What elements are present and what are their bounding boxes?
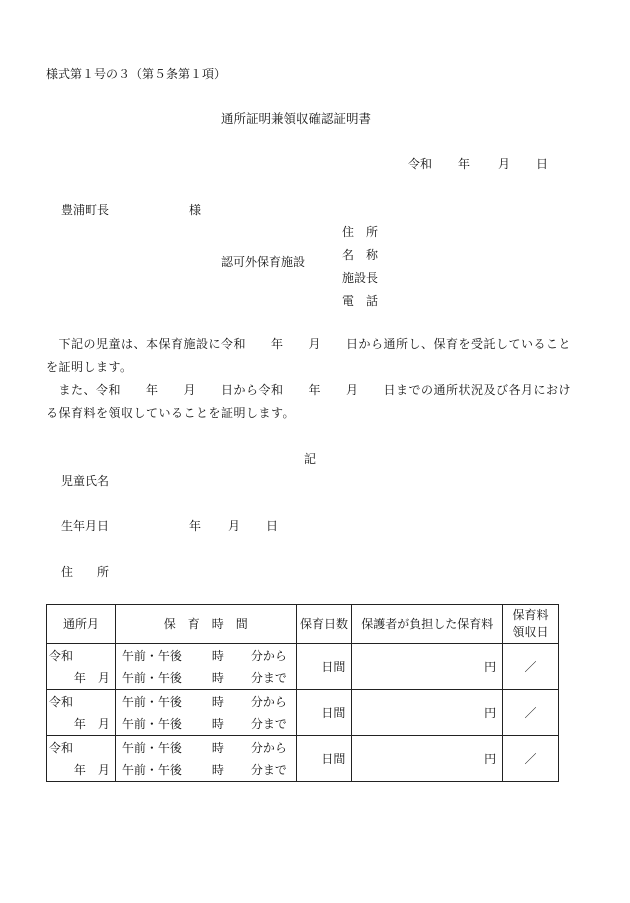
row-days: 日間 <box>296 736 352 782</box>
row-year-month: 年 月 <box>73 670 110 685</box>
table-header-row <box>47 605 559 644</box>
row-end-hour: 時 <box>211 716 224 731</box>
row-era: 令和 <box>49 740 74 755</box>
header-month: 通所月 <box>47 605 116 644</box>
row-yen: 円 <box>352 644 503 690</box>
row-hours-cell <box>115 644 296 690</box>
row-end-min: 分まで <box>250 670 287 685</box>
addressee-name: 豊浦町長 <box>61 203 110 217</box>
paragraph-2: また、令和 年 月 日から令和 年 月 日までの通所状況及び各月における保育料を領収していることを証明します。 <box>46 383 572 420</box>
row-start-ampm: 午前・午後 <box>121 694 182 709</box>
paragraph-1: 下記の児童は、本保育施設に令和 年 月 日から通所し、保育を受託していることを証明します。 <box>46 337 572 374</box>
addressee-honorific: 様 <box>189 203 202 217</box>
date-era: 令和 <box>408 157 433 171</box>
document-title: 通所証明兼領収確認証明書 <box>221 111 372 126</box>
row-era: 令和 <box>49 648 74 663</box>
child-address-label: 住 所 <box>61 565 110 579</box>
row-end-ampm: 午前・午後 <box>121 762 182 777</box>
header-days: 保育日数 <box>296 605 352 644</box>
row-days: 日間 <box>296 644 352 690</box>
row-start-hour: 時 <box>211 694 224 709</box>
child-birth-day: 日 <box>266 519 279 533</box>
child-birth-year: 年 <box>189 519 202 533</box>
row-hours-cell <box>115 690 296 736</box>
row-end-min: 分まで <box>250 762 287 777</box>
child-name-label: 児童氏名 <box>61 474 110 488</box>
date-day: 日 <box>536 157 549 171</box>
row-era: 令和 <box>49 694 74 709</box>
row-receipt-date: ／ <box>503 736 559 782</box>
form-number: 様式第１号の３（第５条第１項） <box>46 67 227 81</box>
facility-label: 認可外保育施設 <box>221 255 306 269</box>
attendance-table <box>46 604 559 782</box>
table-row <box>47 736 559 782</box>
facility-field-name: 名 称 <box>342 248 379 262</box>
row-month-cell <box>47 644 116 690</box>
row-start-min: 分から <box>250 740 287 755</box>
facility-field-address: 住 所 <box>342 225 379 239</box>
row-end-ampm: 午前・午後 <box>121 716 182 731</box>
row-hours-cell <box>115 736 296 782</box>
table-row <box>47 690 559 736</box>
row-start-ampm: 午前・午後 <box>121 740 182 755</box>
header-receipt-line1: 保育料 <box>512 608 549 622</box>
row-start-hour: 時 <box>211 740 224 755</box>
row-receipt-date: ／ <box>503 644 559 690</box>
header-receipt <box>503 605 559 644</box>
row-start-min: 分から <box>250 694 287 709</box>
child-birth-month: 月 <box>228 519 241 533</box>
row-year-month: 年 月 <box>73 762 110 777</box>
row-start-ampm: 午前・午後 <box>121 648 182 663</box>
row-year-month: 年 月 <box>73 716 110 731</box>
header-paid: 保護者が負担した保育料 <box>352 605 503 644</box>
row-days: 日間 <box>296 690 352 736</box>
date-month: 月 <box>498 157 511 171</box>
ki-heading: 記 <box>304 452 317 466</box>
row-start-min: 分から <box>250 648 287 663</box>
row-end-min: 分まで <box>250 716 287 731</box>
date-year: 年 <box>458 157 471 171</box>
facility-field-director: 施設長 <box>342 271 379 285</box>
facility-field-phone: 電 話 <box>342 294 379 308</box>
row-start-hour: 時 <box>211 648 224 663</box>
row-month-cell <box>47 736 116 782</box>
row-end-hour: 時 <box>211 762 224 777</box>
row-yen: 円 <box>352 690 503 736</box>
child-birth-label: 生年月日 <box>61 519 110 533</box>
row-end-ampm: 午前・午後 <box>121 670 182 685</box>
header-hours: 保 育 時 間 <box>115 605 296 644</box>
row-receipt-date: ／ <box>503 690 559 736</box>
row-yen: 円 <box>352 736 503 782</box>
table-row <box>47 644 559 690</box>
row-month-cell <box>47 690 116 736</box>
header-receipt-line2: 領収日 <box>512 625 549 639</box>
row-end-hour: 時 <box>211 670 224 685</box>
